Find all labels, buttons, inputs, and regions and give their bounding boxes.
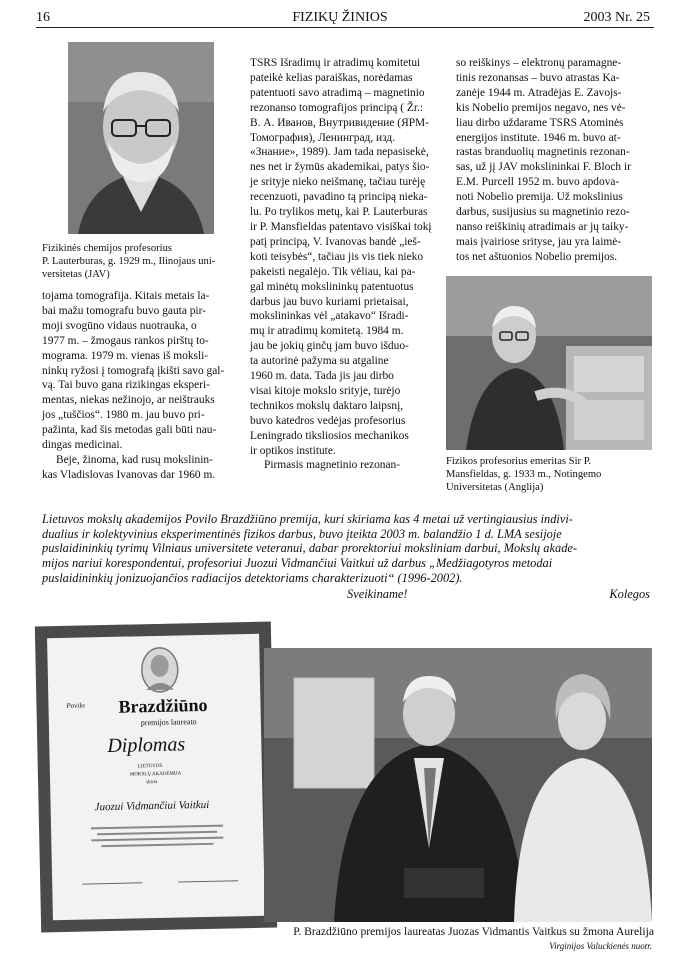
text-line: pateikė kelias paraiškas, norėdamas xyxy=(250,71,413,84)
mansfield-photo-drawing xyxy=(446,276,652,450)
photo-credit: Virginijos Valuckienės nuotr. xyxy=(549,941,652,951)
text-line: patį principą, V. Ivanovas bandė „ieš- xyxy=(250,235,421,248)
signature-colleagues: Kolegos xyxy=(609,587,650,601)
text-line: tos net aštuonios Nobelio premijos. xyxy=(456,250,618,263)
text-line: energijos institute. 1946 m. buvo at- xyxy=(456,131,621,144)
text-line: visai kitoje mokslo srityje, turėjo xyxy=(250,384,401,397)
text-line: E.M. Purcell 1952 m. buvo apdova- xyxy=(456,176,620,189)
column-1-text xyxy=(42,289,234,483)
mansfield-photo xyxy=(446,276,652,450)
diploma-recipient: Juozui Vidmančiui Vaitkui xyxy=(94,798,210,814)
text-line: dingas medicinai. xyxy=(42,439,123,452)
header-rule xyxy=(36,27,654,28)
text-line: tinis rezonansas – buvo atrastas Ka- xyxy=(456,71,620,84)
text-line: sas, už jį JAV mokslininkai F. Bloch ir xyxy=(456,161,631,174)
announcement-line: mijos nariui korespondentui, profesoriui Juozui Vidmančiui Vaitkui už darbus „Medžiagotyros metodai xyxy=(42,556,553,571)
column-3-text xyxy=(456,56,652,265)
diploma-subtitle: premijos laureato xyxy=(140,717,197,728)
announcement-line: dualius ir kolektyvinius eksperimentinės fizikos darbus, buvo įteikta 2003 m. balandžio 1 d. LMA sesijoje xyxy=(42,526,562,541)
text-line: pakeisti negalėjo. Tik vėliau, kai pa- xyxy=(250,265,416,278)
text-line: mentas, niekas nežinojo, ar neištrauks xyxy=(42,394,215,407)
text-line: darbus jau buvo kuriami prietaisai, xyxy=(250,295,409,308)
text-line: 1977 m. – žmogaus rankos pirštų to- xyxy=(42,334,209,347)
text-line: ninkų ryžosi į tomografą įkišti savo gal- xyxy=(42,364,225,377)
text-line: kis Nobelio premijos negavo, nes vė- xyxy=(456,101,626,114)
caption-line: Fizikinės chemijos profesorius xyxy=(42,243,173,254)
text-line: Томография), Ленинград, изд. xyxy=(250,131,396,144)
lauterbur-photo xyxy=(68,42,214,234)
text-line: lu. Po trylikos metų, kai P. Lauterburas xyxy=(250,206,428,219)
announcement-line: puslaidininkių tyrimų Vilniaus universitete veteranui, dabar prorektoriui moksliniam darbui, Mokslų akade- xyxy=(42,541,578,556)
text-line: bai mažu tomografu buvo gauta pir- xyxy=(42,304,206,317)
portrait-medallion-icon xyxy=(139,645,180,694)
text-line: darbus, susijusius su magnetinio rezo- xyxy=(456,206,630,219)
text-line: ta autorinė pažyma su atgaline xyxy=(250,355,389,368)
laureate-photo xyxy=(264,648,652,922)
text-line: je srityje nieko neišmanę, tačiau turėję xyxy=(250,176,426,189)
text-line: nanso reiškinių atradimais ar jų taiky- xyxy=(456,220,629,233)
laureate-photo-drawing xyxy=(264,648,652,922)
text-line: noti Nobelio premija. Už mokslinius xyxy=(456,191,623,204)
text-line: Leningrado tiksliosios mechanikos xyxy=(250,429,409,442)
diploma-fine-print xyxy=(91,821,224,864)
signature-line-right xyxy=(178,880,238,882)
text-line: moji svogūno vidaus nuotrauka, o xyxy=(42,319,197,332)
lauterbur-photo-drawing xyxy=(68,42,214,234)
announcement-line: Lietuvos mokslų akademijos Povilo Brazdžiūno premija, kuri skiriama kas 4 metai už vertingiausius indivi- xyxy=(42,512,573,526)
text-line: vą. Tai buvo gana rizikingas eksperi- xyxy=(42,379,210,392)
text-line: «Знание», 1989). Jam tada nepasisekė, xyxy=(250,146,429,159)
text-line: rastas branduolių magnetinis rezonan- xyxy=(456,146,630,159)
text-line: 1960 m. data. Tada jis jau dirbo xyxy=(250,370,394,383)
page-number: 16 xyxy=(36,10,50,25)
text-line: zanėje 1944 m. Atradėjas E. Zavojs- xyxy=(456,86,622,99)
journal-title: FIZIKŲ ŽINIOS xyxy=(292,10,388,25)
text-line: nes net ir žymūs akademikai, patys šio- xyxy=(250,161,430,174)
text-line: kas Vladislovas Ivanovas dar 1960 m. xyxy=(42,468,216,481)
text-line: buvo katedros vedėjas profesorius xyxy=(250,414,406,427)
text-line: recenzuoti, pavadino tą principą nieka- xyxy=(250,191,428,204)
signature-line-left xyxy=(82,882,142,884)
text-line: mograma. 1979 m. vienas iš moksli- xyxy=(42,349,209,362)
diploma-title: Diplomas xyxy=(107,733,186,758)
column-2-text xyxy=(250,56,443,473)
text-line: liau dirbo uždarame TSRS Atominės xyxy=(456,116,624,129)
text-line: gal minėtų mokslininkų patentuotus xyxy=(250,280,414,293)
caption-line: Mansfieldas, g. 1933 m., Notingemo xyxy=(446,469,602,480)
congrats-text: Sveikiname! xyxy=(347,587,408,601)
text-line: jau be jokių ginčų jam buvo išduo- xyxy=(250,340,409,353)
text-line: mais įvairiose srityse, jau yra laimė- xyxy=(456,235,622,248)
caption-line: versitetas (JAV) xyxy=(42,269,110,280)
announcement-line: puslaidininkių jonizuojančios radiacijos detektoriams charakterizuoti“ (1996-2002). xyxy=(42,570,463,585)
issue-label: 2003 Nr. 25 xyxy=(583,10,650,25)
caption-line: Fizikos profesorius emeritas Sir P. xyxy=(446,456,592,467)
text-line: ir P. Mansfieldas patentavo visiškai tokį xyxy=(250,220,432,233)
diploma-frame xyxy=(35,622,277,933)
laureate-caption: P. Brazdžiūno premijos laureatas Juozas Vidmantis Vaitkus su žmona Aurelija xyxy=(293,925,654,938)
text-line: ir optikos institute. xyxy=(250,444,336,457)
text-line: so reiškinys – elektronų paramagne- xyxy=(456,57,622,69)
text-line: jos „tuščios“. 1980 m. jau buvo pri- xyxy=(42,409,205,422)
text-line: mų ir atradimų komitetą. 1984 m. xyxy=(250,325,404,338)
text-line: В. А. Иванов, Внутривидение (ЯРМ- xyxy=(250,116,429,129)
text-line: tojama tomografija. Kitais metais la- xyxy=(42,290,210,302)
diploma-prefix: Povilo xyxy=(66,701,85,710)
text-line: Beje, žinoma, kad rusų mokslinin- xyxy=(56,453,213,466)
diploma-sheet xyxy=(47,634,265,920)
caption-line: Universitetas (Anglija) xyxy=(446,482,544,493)
text-line: mokslininkas vėl „atakavo“ Išradi- xyxy=(250,310,409,323)
text-line: TSRS Išradimų ir atradimų komitetui xyxy=(250,57,421,69)
prize-announcement xyxy=(42,512,652,586)
diploma-small-3: skiria xyxy=(146,779,158,786)
mansfield-caption xyxy=(446,455,652,494)
text-line: Pirmasis magnetinio rezonan- xyxy=(264,459,401,472)
text-line: rezonanso tomografijos principą ( Žr.: xyxy=(250,101,424,114)
lauterbur-caption xyxy=(42,242,232,281)
text-line: pažinta, kad šis metodas gali būti nau- xyxy=(42,424,217,437)
caption-line: P. Lauterburas, g. 1929 m., Ilinojaus uni- xyxy=(42,256,216,267)
diploma-small-2: MOKSLŲ AKADEMIJA xyxy=(129,771,182,778)
diploma-name: Brazdžiūno xyxy=(118,694,208,717)
text-line: patentuoti savo atradimą – magnetinio xyxy=(250,86,425,99)
text-line: koti teisybės“, tačiau jis vis tiek nieko xyxy=(250,250,424,263)
diploma-small-1: LIETUVOS xyxy=(137,763,163,770)
text-line: technikos mokslų daktaro laipsnį, xyxy=(250,399,404,412)
